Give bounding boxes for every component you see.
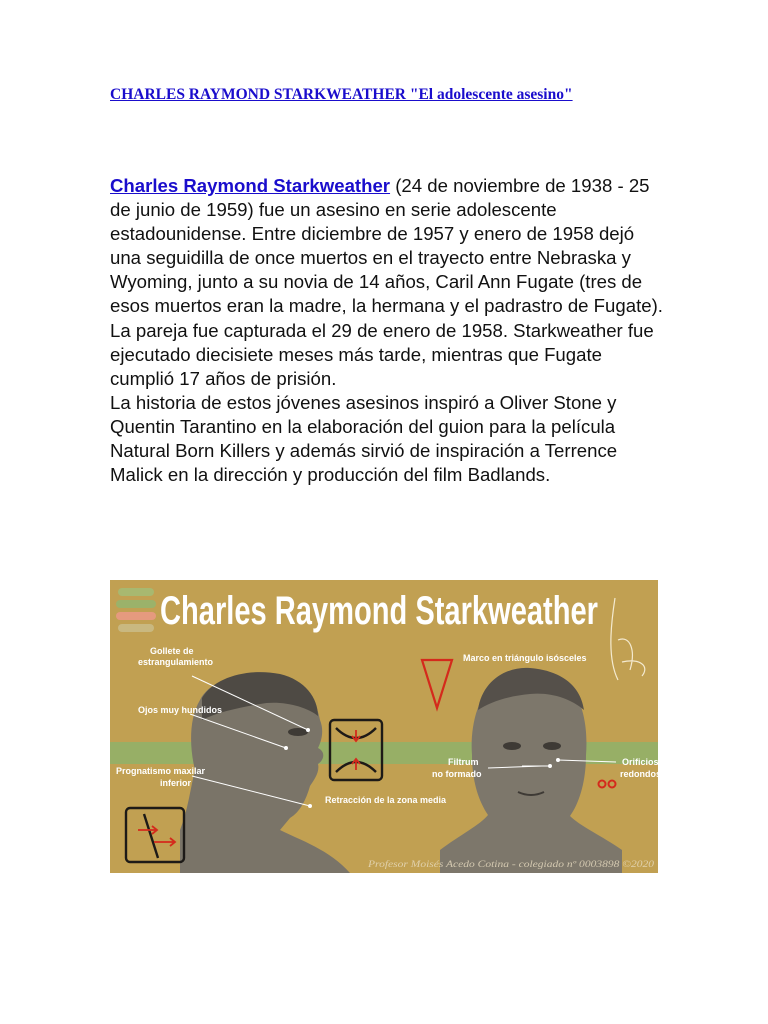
figure-heading: Charles Raymond Starkweather [160,589,598,633]
label-filtrum-2: no formado [432,769,482,779]
label-orificios-2: redondos [620,769,662,779]
label-prognatismo-1: Prognatismo maxilar [116,766,206,776]
paragraph-1-text: (24 de noviembre de 1938 - 25 de junio de 1959) fue un asesino en serie adolescente estadounidense. Entre diciembre de 1957 y enero de 1958 dejó una seguidilla de once muertos en el trayecto entre Nebraska y Wyoming, junto a su novia de 14 años, Caril Ann Fugate (tres de esos muertos eran la madre, la hermana y el padrastro de Fugate). La pareja fue capturada el 29 de enero de 1958. Starkweather fue ejecutado diecisiete meses más tarde, mientras que Fugate cumplió 17 años de prisión. [110,175,663,389]
label-retraccion: Retracción de la zona media [325,795,447,805]
label-prognatismo-2: inferior [160,778,192,788]
document-title-link[interactable]: CHARLES RAYMOND STARKWEATHER "El adolescente asesino" [110,86,573,103]
paragraph-2: La historia de estos jóvenes asesinos inspiró a Oliver Stone y Quentin Tarantino en la elaboración del guion para la película Natural Born Killers y además sirvió de inspiración a Terrence Malick en la dirección y producción del film Badlands. [110,391,618,486]
article-body [110,174,666,487]
morphology-figure [110,580,662,873]
label-marco: Marco en triángulo isósceles [463,653,587,663]
label-gollete-2: estrangulamiento [138,657,214,667]
figure-credit: Profesor Moisés Acedo Cotina - colegiado nº 0003898 ©2020 [366,859,655,869]
label-gollete-1: Gollete de [150,646,194,656]
label-orificios-1: Orificios [622,757,659,767]
starkweather-name-link[interactable]: Charles Raymond Starkweather [110,175,391,196]
label-filtrum-1: Filtrum [448,757,479,767]
label-ojos: Ojos muy hundidos [138,705,223,715]
figure-canvas [110,580,662,873]
paragraph-1 [110,174,666,391]
